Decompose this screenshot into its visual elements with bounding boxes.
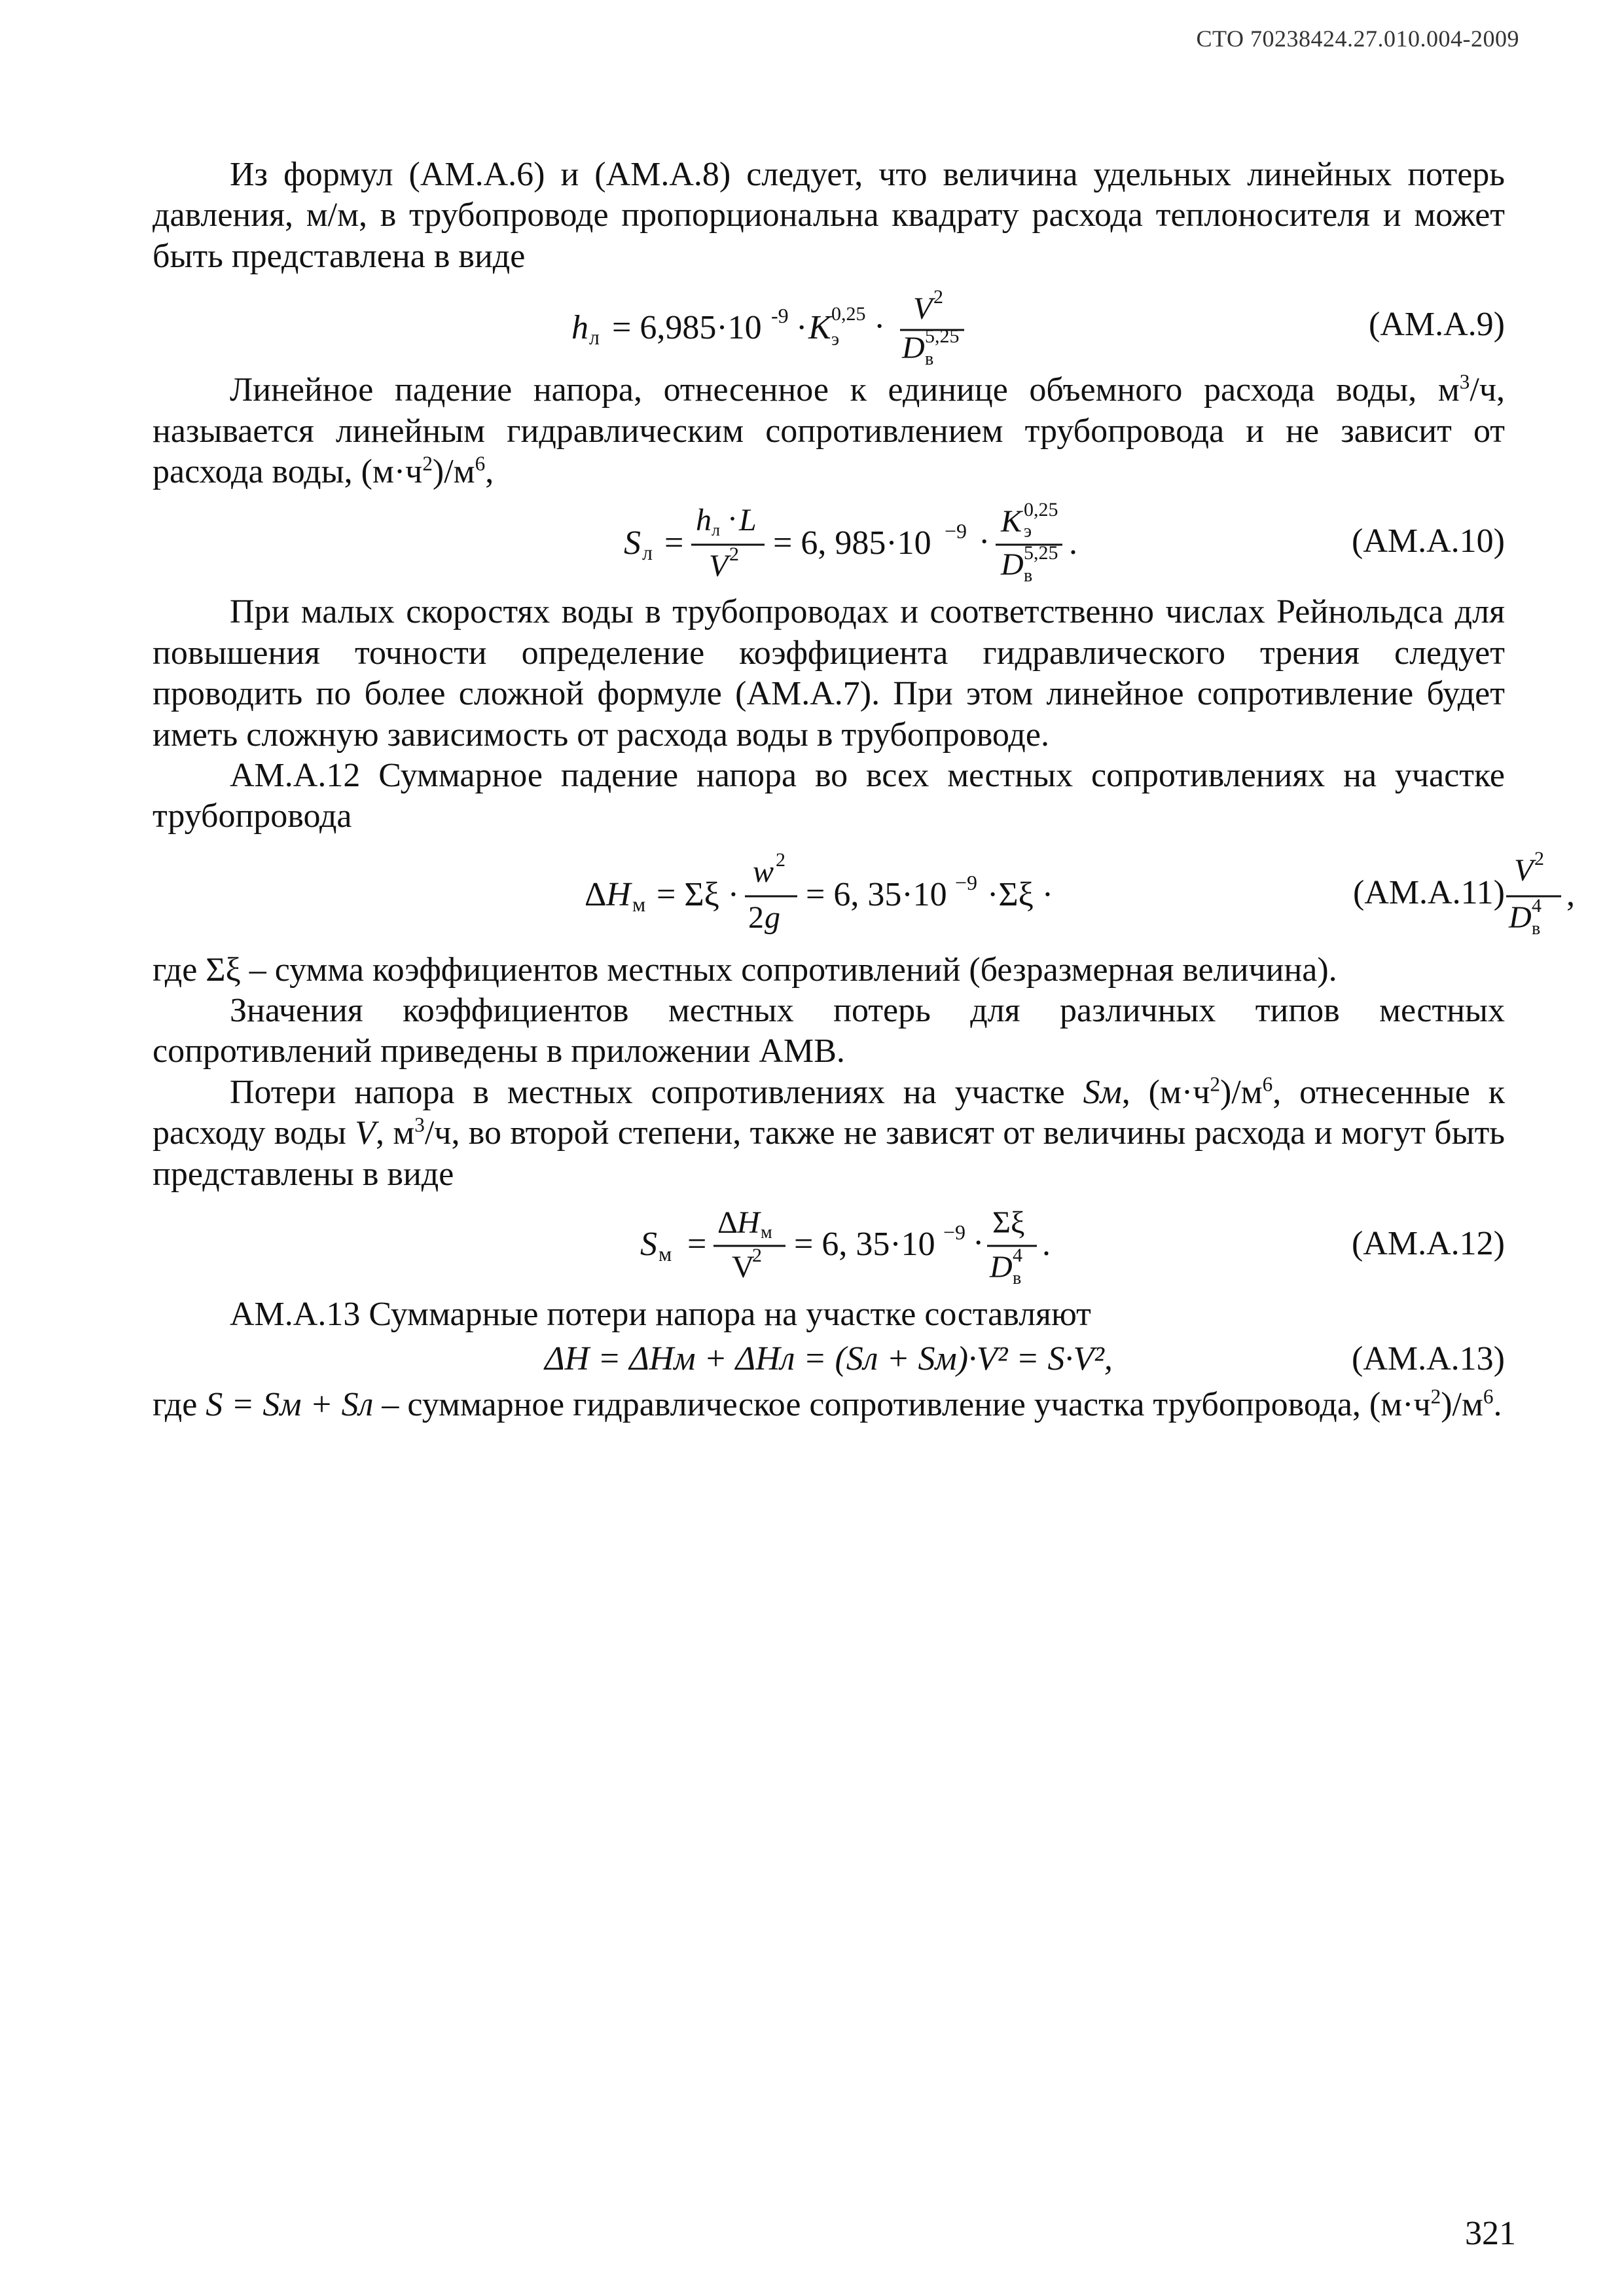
svg-text:·: ·	[796, 309, 808, 347]
svg-text:=: =	[664, 524, 684, 562]
svg-text:= 6, 35·10: = 6, 35·10	[794, 1226, 935, 1264]
svg-text:,: ,	[1566, 875, 1575, 913]
svg-text:л: л	[642, 541, 653, 565]
svg-text:V: V	[732, 1250, 755, 1285]
svg-text:5,25: 5,25	[1024, 542, 1058, 564]
paragraph-am-a-13: АМ.А.13 Суммарные потери напора на участке составляют	[230, 1296, 1091, 1334]
svg-text:5,25: 5,25	[925, 325, 960, 348]
svg-text:2: 2	[752, 1245, 762, 1267]
svg-text:g: g	[765, 900, 780, 935]
svg-text:-9: -9	[771, 304, 789, 328]
svg-text:D: D	[1509, 900, 1532, 935]
paragraph-sum-xi: где Σξ – сумма коэффициентов местных сопротивлений (безразмерная величина).	[153, 951, 1337, 989]
svg-text:0,25: 0,25	[1024, 499, 1058, 521]
svg-text:h: h	[696, 503, 712, 538]
svg-text:−9: −9	[955, 870, 978, 894]
svg-text:−9: −9	[945, 519, 967, 543]
svg-text:D: D	[990, 1250, 1013, 1285]
svg-text:H: H	[737, 1205, 760, 1241]
svg-text:4: 4	[1013, 1245, 1022, 1267]
formula-number: (АМ.А.9)	[1369, 306, 1505, 344]
formula-number: (АМ.А.12)	[1352, 1225, 1505, 1263]
svg-text:2: 2	[748, 900, 764, 935]
svg-text:w: w	[753, 854, 774, 889]
formula-am-a-10-graphic	[624, 496, 1095, 588]
svg-text:S: S	[624, 524, 641, 562]
formula-number: (АМ.А.13)	[1352, 1340, 1505, 1378]
svg-text:·: ·	[874, 308, 886, 346]
paragraph-low-velocity: При малых скоростях воды в трубопроводах и соответственно числах Рейнольдса для повышения точности определение коэффициента гидравлического трения следует проводить по более сложной формуле (АМ.А.7). При этом линейное сопротивление будет иметь сложную зависимость от расхода воды в трубопроводе.	[153, 593, 1505, 754]
svg-text:Σξ: Σξ	[992, 1205, 1025, 1241]
page-body	[153, 155, 1575, 1426]
svg-text:S: S	[640, 1226, 657, 1264]
page-number: 321	[1465, 2215, 1516, 2252]
formula-am-a-11	[153, 841, 1575, 946]
svg-text:= Σξ ·: = Σξ ·	[657, 875, 740, 913]
svg-text:L: L	[739, 503, 757, 538]
svg-text:э: э	[831, 329, 840, 350]
formula-am-a-13-expression: ΔH = ΔHм + ΔHл = (Sл + Sм)·V² = S·V²,	[545, 1340, 1113, 1378]
svg-text:м: м	[632, 892, 646, 916]
formula-am-a-9-graphic	[571, 281, 1043, 366]
svg-text:−9: −9	[943, 1220, 966, 1245]
svg-text:·: ·	[727, 501, 738, 537]
svg-text:·Σξ ·: ·Σξ ·	[987, 875, 1054, 913]
svg-text:H: H	[606, 875, 631, 913]
svg-text:в: в	[1013, 1268, 1022, 1289]
svg-text:2: 2	[729, 543, 739, 566]
paragraph-linear-losses: Из формул (АМ.А.6) и (АМ.А.8) следует, что величина удельных линейных потерь давления, м/м, в трубопроводе пропорциональна квадрату расхода теплоносителя и может быть представлена в виде	[153, 156, 1505, 275]
formula-am-a-12-graphic	[640, 1199, 1059, 1290]
svg-text:V: V	[913, 291, 933, 327]
svg-text:V: V	[1514, 852, 1534, 888]
svg-text:в: в	[1024, 566, 1033, 587]
svg-text:.: .	[1069, 524, 1077, 562]
svg-text:= 6,985·10: = 6,985·10	[612, 309, 762, 347]
svg-text:·: ·	[973, 1224, 984, 1262]
svg-text:м: м	[659, 1242, 672, 1266]
paragraph-linear-resistance: Линейное падение напора, отнесенное к единице объемного расхода воды, $м^3/ч$, называется линейным гидравлическим сопротивлением трубопровода и не зависит от расхода воды, $(м\cdot ч^2)/м^6$,	[153, 370, 1505, 490]
paragraph-total-resistance: где S = Sм + Sл – суммарное гидравлическое сопротивление участка трубопровода, $(м\cdot ч^2)/м^6$.	[153, 1385, 1502, 1424]
svg-text:Δ: Δ	[585, 875, 607, 913]
formula-number: (АМ.А.11)	[1352, 873, 1505, 911]
svg-text:K: K	[808, 309, 831, 347]
svg-text:л: л	[712, 520, 720, 540]
svg-text:в: в	[1532, 918, 1541, 939]
svg-text:.: .	[1042, 1226, 1051, 1264]
svg-text:л: л	[589, 325, 600, 350]
svg-text:= 6, 985·10: = 6, 985·10	[773, 524, 931, 562]
formula-am-a-11-fraction	[1501, 841, 1606, 946]
svg-text:2: 2	[1534, 847, 1544, 869]
svg-text:= 6, 35·10: = 6, 35·10	[806, 875, 947, 913]
svg-text:4: 4	[1532, 894, 1542, 917]
formula-am-a-9	[153, 281, 1505, 366]
formula-am-a-11-graphic	[585, 841, 1069, 946]
paragraph-am-a-12: АМ.А.12 Суммарное падение напора во всех местных сопротивлениях на участке трубопровода	[153, 756, 1505, 835]
svg-text:м: м	[761, 1222, 772, 1243]
svg-text:в: в	[925, 349, 934, 367]
svg-text:Δ: Δ	[717, 1205, 738, 1241]
svg-text:D: D	[1001, 547, 1024, 583]
document-code: СТО 70238424.27.010.004-2009	[1196, 26, 1519, 52]
svg-text:D: D	[902, 331, 925, 366]
svg-text:2: 2	[776, 848, 785, 871]
formula-am-a-13	[153, 1339, 1505, 1381]
svg-text:2: 2	[933, 286, 943, 308]
paragraph-local-resistance: Потери напора в местных сопротивлениях на участке Sм, $(м\cdot ч^2)/м^6$, отнесенные к расходу воды V, $м^3/ч$, во второй степени, также не зависят от величины расхода и могут быть представлены в виде	[153, 1072, 1506, 1193]
svg-text:·: ·	[979, 523, 990, 561]
formula-am-a-12	[153, 1199, 1505, 1290]
svg-text:h: h	[571, 309, 588, 347]
svg-text:=: =	[687, 1226, 707, 1264]
svg-text:V: V	[709, 549, 729, 584]
formula-number: (АМ.А.10)	[1352, 522, 1505, 560]
formula-am-a-10	[153, 496, 1505, 588]
svg-text:K: K	[1001, 504, 1022, 539]
svg-text:0,25: 0,25	[831, 303, 866, 325]
paragraph-local-loss-values: Значения коэффициентов местных потерь для различных типов местных сопротивлений приведены в приложении АМВ.	[153, 992, 1505, 1070]
svg-text:э: э	[1024, 521, 1032, 542]
